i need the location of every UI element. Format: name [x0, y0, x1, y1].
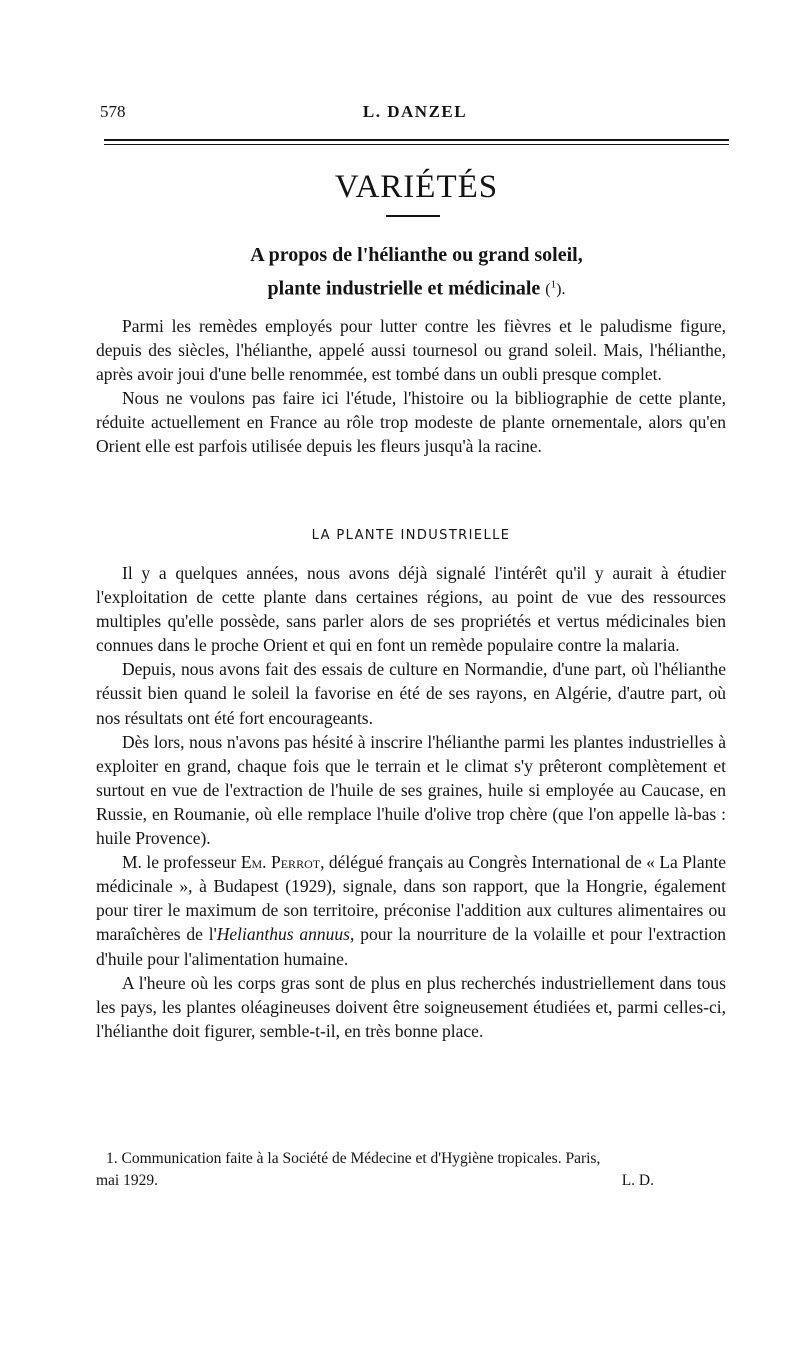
running-head	[100, 100, 730, 124]
page-number: 578	[100, 102, 126, 121]
intro-paragraph-2: Nous ne voulons pas faire ici l'étude, l'histoire ou la bibliographie de cette plante, réduite actuellement en France au rôle trop modeste de plante ornementale, alors qu'en Orient elle est parfois utilisée depuis les fleurs jusqu'à la racine.	[96, 388, 726, 457]
section-body	[96, 561, 726, 1043]
section-paragraph-3: Dès lors, nous n'avons pas hésité à inscrire l'hélianthe parmi les plantes industrielles à exploiter en grand, chaque fois que le terrain et le climat s'y prêteront complètement et surtout en vue de l'extraction de l'huile de ses graines, huile si employée au Caucase, en Russie, en Roumanie, où elle remplace l'huile d'olive trop chère (que l'on appelle là-bas : huile Provence).	[96, 731, 726, 849]
footnote	[96, 1148, 726, 1192]
section-title: VARIÉTÉS	[334, 169, 499, 205]
footnote-text: 1. Communication faite à la Société de Médecine et d'Hygiène tropicales. Paris,	[106, 1150, 601, 1167]
footnote-tail	[96, 1170, 726, 1192]
title-rule	[386, 215, 440, 217]
intro-paragraph-1: Parmi les remèdes employés pour lutter contre les fièvres et le paludisme figure, depuis des siècles, l'hélianthe, appelé aussi tournesol ou grand soleil. Mais, l'hélianthe, après avoir joui d'une belle renommée, est tombé dans un oubli presque complet.	[96, 316, 726, 385]
footnote-mark: 1	[550, 279, 557, 291]
subsection-heading: LA PLANTE INDUSTRIELLE	[311, 528, 511, 543]
intro-block	[96, 314, 726, 459]
section-paragraph-4	[96, 850, 726, 970]
species-name: Helianthus annuus	[216, 924, 350, 945]
section-paragraph-2: Depuis, nous avons fait des essais de culture en Normandie, d'une part, où l'hélianthe réussit bien quand le soleil la favorise en été de ses rayons, en Algérie, d'autre part, où nos résultats ont été fort encourageants.	[96, 659, 726, 728]
subtitle-line-2-text: plante industrielle et médicinale	[267, 277, 541, 300]
author-name-perrot: Em. Perrot	[240, 852, 321, 873]
paragraph-4-part-c: , pour la nourriture de la volaille et pour l'extraction d'huile pour l'alimentation humaine.	[96, 924, 726, 969]
subtitle-line-2	[104, 270, 729, 305]
footnote-reference: ($^1$).	[545, 279, 566, 299]
section-paragraph-5: A l'heure où les corps gras sont de plus en plus recherchés industriellement dans tous les pays, les plantes oléagineuses doivent être soigneusement étudiées et, parmi celles-ci, l'hélianthe doit figurer, semble-t-il, en très bonne place.	[96, 972, 726, 1041]
footnote-date: mai 1929.	[96, 1172, 158, 1189]
subtitle-line-1: A propos de l'hélianthe ou grand soleil,	[250, 244, 583, 266]
paragraph-4-part-b: , délégué français au Congrès International de « La Plante médicinale », à Budapest (1929), signale, dans son rapport, que la Hongrie, également pour tirer le maximum de son territoire, préconise l'addition aux cultures alimentaires ou maraîchères de l'	[96, 852, 727, 945]
running-head-author: L. DANZEL	[362, 102, 468, 121]
header-double-rule	[104, 139, 729, 145]
paragraph-4-part-a: M. le professeur	[122, 852, 241, 873]
article-subtitle	[104, 240, 729, 305]
section-paragraph-1: Il y a quelques années, nous avons déjà signalé l'intérêt qu'il y aurait à étudier l'exploitation de cette plante dans certaines régions, au point de vue des ressources multiples qu'elle possède, sans parler alors de ses propriétés et vertus médicinales bien connues dans le proche Orient et qui en font un remède populaire contre la malaria.	[96, 563, 726, 656]
footnote-signature: L. D.	[621, 1172, 654, 1189]
